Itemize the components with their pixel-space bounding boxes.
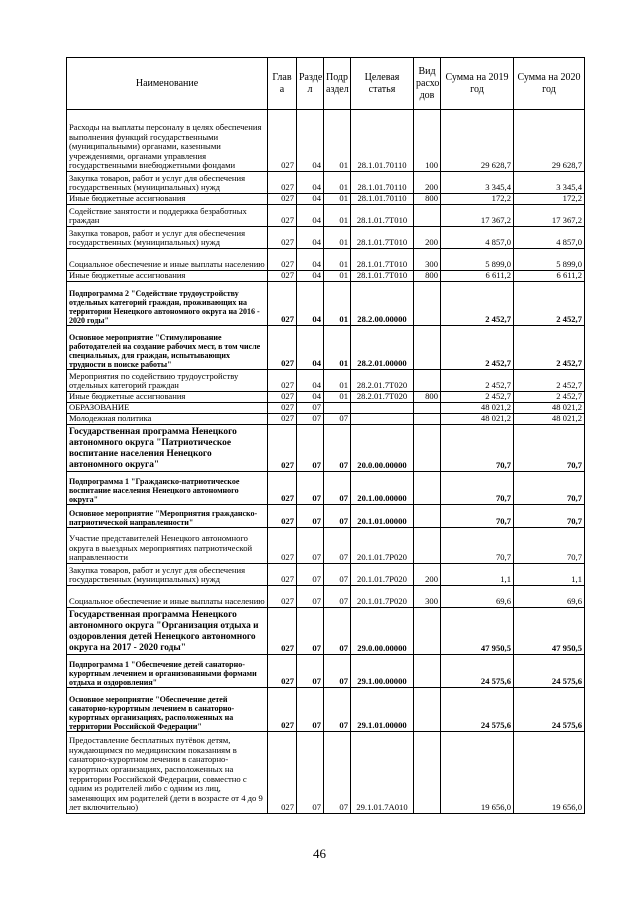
cell-exp-type <box>414 472 441 505</box>
cell-name: Иные бюджетные ассигнования <box>67 392 268 403</box>
cell-sum-2020: 70,7 <box>514 472 585 505</box>
cell-razdel: 07 <box>297 564 324 586</box>
cell-sum-2019: 19 656,0 <box>441 732 514 814</box>
cell-razdel: 07 <box>297 732 324 814</box>
cell-podrazdel: 07 <box>324 472 351 505</box>
cell-sum-2020: 70,7 <box>514 425 585 472</box>
cell-sum-2019: 47 950,5 <box>441 608 514 655</box>
cell-podrazdel: 07 <box>324 655 351 688</box>
cell-razdel: 07 <box>297 688 324 732</box>
header-target: Целевая статья <box>351 58 414 110</box>
cell-sum-2020: 2 452,7 <box>514 392 585 403</box>
cell-glava: 027 <box>268 688 297 732</box>
cell-target: 28.1.01.7Т010 <box>351 249 414 271</box>
cell-podrazdel: 07 <box>324 564 351 586</box>
cell-sum-2019: 24 575,6 <box>441 655 514 688</box>
cell-podrazdel: 01 <box>324 282 351 326</box>
cell-name: Подпрограмма 1 "Гражданско-патриотическое воспитание населения Ненецкого автономного округа" <box>67 472 268 505</box>
cell-sum-2020: 4 857,0 <box>514 227 585 249</box>
cell-sum-2019: 2 452,7 <box>441 282 514 326</box>
cell-sum-2020: 47 950,5 <box>514 608 585 655</box>
cell-target: 20.1.01.00000 <box>351 505 414 528</box>
table-row <box>67 392 585 403</box>
cell-podrazdel: 07 <box>324 688 351 732</box>
cell-sum-2019: 70,7 <box>441 505 514 528</box>
cell-razdel: 07 <box>297 425 324 472</box>
cell-podrazdel: 01 <box>324 227 351 249</box>
cell-exp-type: 300 <box>414 586 441 608</box>
cell-sum-2020: 5 899,0 <box>514 249 585 271</box>
cell-podrazdel: 01 <box>324 370 351 392</box>
cell-exp-type: 800 <box>414 271 441 282</box>
cell-razdel: 04 <box>297 326 324 370</box>
cell-glava: 027 <box>268 370 297 392</box>
cell-exp-type: 300 <box>414 249 441 271</box>
cell-podrazdel: 07 <box>324 505 351 528</box>
cell-exp-type <box>414 688 441 732</box>
cell-exp-type <box>414 282 441 326</box>
cell-target: 28.1.01.7Т010 <box>351 205 414 227</box>
cell-glava: 027 <box>268 205 297 227</box>
cell-target: 28.2.01.7Т020 <box>351 370 414 392</box>
cell-razdel: 04 <box>297 172 324 194</box>
cell-name: Основное мероприятие "Обеспечение детей санаторно-курортным лечением в санаторно-курортных организациях, расположенных на территории Российской Федерации" <box>67 688 268 732</box>
cell-exp-type <box>414 326 441 370</box>
table-row <box>67 564 585 586</box>
header-exp-type: Вид расхо дов <box>414 58 441 110</box>
cell-glava: 027 <box>268 194 297 205</box>
cell-podrazdel: 07 <box>324 586 351 608</box>
table-row <box>67 425 585 472</box>
table-row <box>67 414 585 425</box>
cell-glava: 027 <box>268 472 297 505</box>
table-row <box>67 528 585 564</box>
header-name: Наименование <box>67 58 268 110</box>
header-podrazdel: Подр аздел <box>324 58 351 110</box>
cell-sum-2019: 1,1 <box>441 564 514 586</box>
cell-podrazdel: 01 <box>324 172 351 194</box>
header-sum-2020: Сумма на 2020 год <box>514 58 585 110</box>
cell-razdel: 07 <box>297 472 324 505</box>
cell-sum-2020: 6 611,2 <box>514 271 585 282</box>
cell-name: Молодежная политика <box>67 414 268 425</box>
cell-sum-2019: 2 452,7 <box>441 370 514 392</box>
cell-exp-type: 100 <box>414 110 441 172</box>
cell-target: 20.1.00.00000 <box>351 472 414 505</box>
cell-glava: 027 <box>268 172 297 194</box>
table-row <box>67 688 585 732</box>
cell-target: 29.0.00.00000 <box>351 608 414 655</box>
cell-target: 29.1.01.00000 <box>351 688 414 732</box>
cell-exp-type <box>414 370 441 392</box>
header-row <box>67 58 585 110</box>
cell-exp-type <box>414 528 441 564</box>
cell-target: 28.1.01.70110 <box>351 172 414 194</box>
cell-sum-2020: 48 021,2 <box>514 403 585 414</box>
cell-glava: 027 <box>268 282 297 326</box>
cell-podrazdel: 07 <box>324 414 351 425</box>
cell-name: Социальное обеспечение и иные выплаты населению <box>67 586 268 608</box>
cell-sum-2020: 69,6 <box>514 586 585 608</box>
cell-name: Иные бюджетные ассигнования <box>67 271 268 282</box>
cell-sum-2020: 2 452,7 <box>514 282 585 326</box>
cell-exp-type: 200 <box>414 227 441 249</box>
cell-sum-2020: 17 367,2 <box>514 205 585 227</box>
cell-target: 29.1.01.7А010 <box>351 732 414 814</box>
cell-name: Государственная программа Ненецкого автономного округа "Патриотическое воспитание населения Ненецкого автономного округа" <box>67 425 268 472</box>
cell-glava: 027 <box>268 326 297 370</box>
cell-podrazdel: 01 <box>324 392 351 403</box>
cell-exp-type <box>414 655 441 688</box>
cell-target: 28.1.01.70110 <box>351 110 414 172</box>
cell-glava: 027 <box>268 271 297 282</box>
cell-glava: 027 <box>268 227 297 249</box>
cell-glava: 027 <box>268 249 297 271</box>
cell-target: 29.1.00.00000 <box>351 655 414 688</box>
cell-sum-2019: 70,7 <box>441 472 514 505</box>
cell-glava: 027 <box>268 564 297 586</box>
cell-razdel: 04 <box>297 110 324 172</box>
table-row <box>67 655 585 688</box>
cell-sum-2020: 3 345,4 <box>514 172 585 194</box>
cell-glava: 027 <box>268 586 297 608</box>
cell-sum-2020: 24 575,6 <box>514 655 585 688</box>
cell-razdel: 07 <box>297 403 324 414</box>
table-row <box>67 403 585 414</box>
cell-exp-type <box>414 425 441 472</box>
cell-razdel: 04 <box>297 194 324 205</box>
cell-sum-2019: 69,6 <box>441 586 514 608</box>
cell-target: 20.1.01.7Р020 <box>351 586 414 608</box>
cell-razdel: 04 <box>297 370 324 392</box>
cell-sum-2020: 19 656,0 <box>514 732 585 814</box>
cell-target: 20.1.01.7Р020 <box>351 564 414 586</box>
cell-sum-2019: 6 611,2 <box>441 271 514 282</box>
cell-name: Основное мероприятие "Стимулирование работодателей на создание рабочих мест, в том числе специальных, для граждан, испытывающих трудности в поиске работы" <box>67 326 268 370</box>
cell-podrazdel <box>324 403 351 414</box>
table-row <box>67 227 585 249</box>
cell-name: Закупка товаров, работ и услуг для обеспечения государственных (муниципальных) нужд <box>67 172 268 194</box>
cell-exp-type <box>414 205 441 227</box>
cell-razdel: 07 <box>297 505 324 528</box>
cell-sum-2020: 2 452,7 <box>514 326 585 370</box>
cell-name: Мероприятия по содействию трудоустройству отдельных категорий граждан <box>67 370 268 392</box>
cell-sum-2019: 4 857,0 <box>441 227 514 249</box>
cell-sum-2019: 3 345,4 <box>441 172 514 194</box>
cell-exp-type <box>414 403 441 414</box>
table-row <box>67 172 585 194</box>
cell-exp-type <box>414 414 441 425</box>
cell-target: 20.1.01.7Р020 <box>351 528 414 564</box>
cell-sum-2019: 5 899,0 <box>441 249 514 271</box>
table-row <box>67 586 585 608</box>
cell-sum-2020: 29 628,7 <box>514 110 585 172</box>
cell-sum-2020: 70,7 <box>514 528 585 564</box>
table-row <box>67 370 585 392</box>
cell-podrazdel: 01 <box>324 194 351 205</box>
cell-sum-2019: 17 367,2 <box>441 205 514 227</box>
table-row <box>67 271 585 282</box>
cell-glava: 027 <box>268 392 297 403</box>
header-sum-2019: Сумма на 2019 год <box>441 58 514 110</box>
cell-sum-2020: 1,1 <box>514 564 585 586</box>
cell-name: Закупка товаров, работ и услуг для обеспечения государственных (муниципальных) нужд <box>67 227 268 249</box>
page-number: 46 <box>313 846 326 861</box>
cell-target: 28.2.01.7Т020 <box>351 392 414 403</box>
cell-razdel: 07 <box>297 655 324 688</box>
cell-podrazdel: 07 <box>324 608 351 655</box>
cell-name: Иные бюджетные ассигнования <box>67 194 268 205</box>
cell-razdel: 04 <box>297 392 324 403</box>
cell-glava: 027 <box>268 528 297 564</box>
cell-podrazdel: 01 <box>324 110 351 172</box>
cell-exp-type: 200 <box>414 172 441 194</box>
table-row <box>67 282 585 326</box>
table-row <box>67 505 585 528</box>
cell-razdel: 04 <box>297 227 324 249</box>
cell-sum-2019: 2 452,7 <box>441 392 514 403</box>
cell-glava: 027 <box>268 655 297 688</box>
cell-sum-2019: 2 452,7 <box>441 326 514 370</box>
table-row <box>67 608 585 655</box>
cell-glava: 027 <box>268 732 297 814</box>
cell-name: Предоставление бесплатных путёвок детям, нуждающимся по медицинским показаниям в санаторно-курортном лечении в санаторно-курортных организациях, расположенных на территории Российской Федерации, совместно с одним из родителей либо с одним из лиц, заменяющих им родителей (дети в возрасте от 4 до 9 лет включительно) <box>67 732 268 814</box>
cell-sum-2020: 172,2 <box>514 194 585 205</box>
budget-table <box>66 57 585 814</box>
cell-name: Закупка товаров, работ и услуг для обеспечения государственных (муниципальных) нужд <box>67 564 268 586</box>
cell-razdel: 07 <box>297 528 324 564</box>
cell-exp-type <box>414 732 441 814</box>
cell-name: Содействие занятости и поддержка безработных граждан <box>67 205 268 227</box>
cell-name: ОБРАЗОВАНИЕ <box>67 403 268 414</box>
cell-razdel: 07 <box>297 608 324 655</box>
cell-target: 28.1.01.7Т010 <box>351 227 414 249</box>
cell-glava: 027 <box>268 505 297 528</box>
cell-exp-type: 800 <box>414 194 441 205</box>
cell-name: Подпрограмма 1 "Обеспечение детей санаторно-курортным лечением и организованными формами отдыха и оздоровления" <box>67 655 268 688</box>
cell-target <box>351 403 414 414</box>
cell-podrazdel: 07 <box>324 732 351 814</box>
table-row <box>67 472 585 505</box>
table-row <box>67 194 585 205</box>
cell-exp-type <box>414 505 441 528</box>
cell-razdel: 04 <box>297 205 324 227</box>
cell-sum-2020: 48 021,2 <box>514 414 585 425</box>
cell-sum-2020: 24 575,6 <box>514 688 585 732</box>
cell-razdel: 07 <box>297 414 324 425</box>
cell-podrazdel: 07 <box>324 425 351 472</box>
cell-exp-type <box>414 608 441 655</box>
cell-name: Расходы на выплаты персоналу в целях обеспечения выполнения функций государственными (муниципальными) органами, казенными учреждениями, органами управления государственными внебюджетными фондами <box>67 110 268 172</box>
cell-name: Подпрограмма 2 "Содействие трудоустройству отдельных категорий граждан, проживающих на территории Ненецкого автономного округа на 2016 - 2020 годы" <box>67 282 268 326</box>
cell-podrazdel: 01 <box>324 271 351 282</box>
cell-sum-2019: 48 021,2 <box>441 403 514 414</box>
cell-target: 28.2.00.00000 <box>351 282 414 326</box>
header-razdel: Разде л <box>297 58 324 110</box>
cell-name: Основное мероприятие "Мероприятия гражданско-патриотической направленности" <box>67 505 268 528</box>
cell-name: Социальное обеспечение и иные выплаты населению <box>67 249 268 271</box>
cell-name: Государственная программа Ненецкого автономного округа "Организация отдыха и оздоровления детей Ненецкого автономного округа на 2017 - 2020 годы" <box>67 608 268 655</box>
cell-sum-2019: 70,7 <box>441 528 514 564</box>
table-row <box>67 205 585 227</box>
cell-target <box>351 414 414 425</box>
cell-target: 28.1.01.7Т010 <box>351 271 414 282</box>
cell-sum-2020: 70,7 <box>514 505 585 528</box>
cell-glava: 027 <box>268 425 297 472</box>
table-row <box>67 110 585 172</box>
cell-target: 28.2.01.00000 <box>351 326 414 370</box>
cell-exp-type: 800 <box>414 392 441 403</box>
cell-sum-2020: 2 452,7 <box>514 370 585 392</box>
table-row <box>67 732 585 814</box>
cell-razdel: 07 <box>297 586 324 608</box>
cell-podrazdel: 01 <box>324 326 351 370</box>
cell-sum-2019: 24 575,6 <box>441 688 514 732</box>
cell-glava: 027 <box>268 608 297 655</box>
cell-razdel: 04 <box>297 249 324 271</box>
cell-razdel: 04 <box>297 282 324 326</box>
cell-sum-2019: 172,2 <box>441 194 514 205</box>
cell-exp-type: 200 <box>414 564 441 586</box>
header-glava: Глав а <box>268 58 297 110</box>
cell-podrazdel: 07 <box>324 528 351 564</box>
cell-glava: 027 <box>268 403 297 414</box>
table-row <box>67 249 585 271</box>
cell-podrazdel: 01 <box>324 205 351 227</box>
cell-sum-2019: 70,7 <box>441 425 514 472</box>
cell-razdel: 04 <box>297 271 324 282</box>
cell-sum-2019: 29 628,7 <box>441 110 514 172</box>
cell-podrazdel: 01 <box>324 249 351 271</box>
cell-glava: 027 <box>268 110 297 172</box>
cell-target: 28.1.01.70110 <box>351 194 414 205</box>
cell-target: 20.0.00.00000 <box>351 425 414 472</box>
cell-sum-2019: 48 021,2 <box>441 414 514 425</box>
cell-name: Участие представителей Ненецкого автономного округа в выездных мероприятиях патриотической направленности <box>67 528 268 564</box>
table-row <box>67 326 585 370</box>
cell-glava: 027 <box>268 414 297 425</box>
